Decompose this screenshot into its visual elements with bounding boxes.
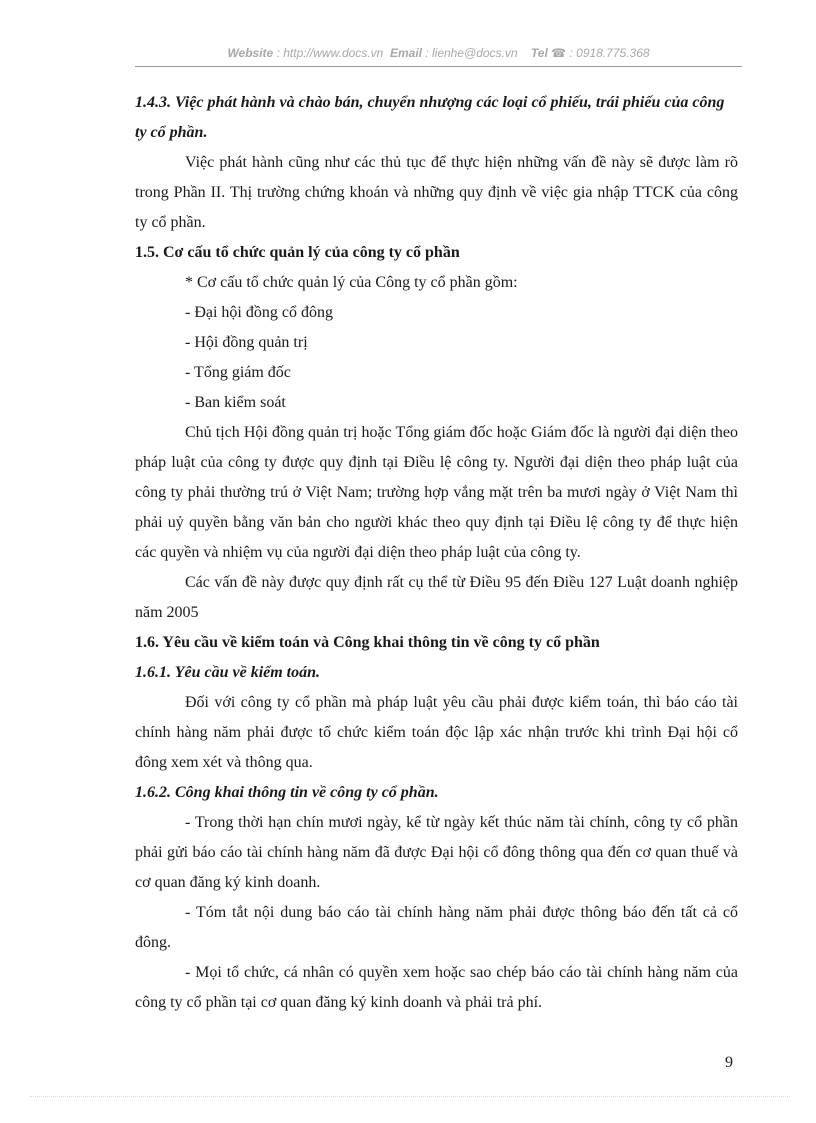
list-item: - Hội đồng quản trị bbox=[185, 334, 308, 351]
header-divider bbox=[135, 66, 742, 67]
footer-divider bbox=[30, 1096, 790, 1097]
phone-icon: ☎ bbox=[551, 46, 567, 60]
document-body bbox=[135, 88, 738, 1018]
section-1-5-paragraph-law-reference: Các vấn đề này được quy định rất cụ thể từ Điều 95 đến Điều 127 Luật doanh nghiệp năm 2005 bbox=[135, 574, 738, 621]
tel-number: 0918.775.368 bbox=[576, 46, 650, 60]
website-link[interactable]: http://www.docs.vn bbox=[283, 46, 384, 60]
page-number: 9 bbox=[725, 1054, 733, 1071]
email-label: Email bbox=[389, 46, 422, 60]
tel-separator: : bbox=[566, 46, 577, 60]
section-1-6-2-paragraph: - Mọi tổ chức, cá nhân có quyền xem hoặc sao chép báo cáo tài chính hàng năm của công ty cổ phần tại cơ quan đăng ký kinh doanh và phải trả phí. bbox=[135, 964, 738, 1011]
email-link[interactable]: lienhe@docs.vn bbox=[432, 46, 518, 60]
section-1-6-heading: 1.6. Yêu cầu về kiểm toán và Công khai thông tin về công ty cổ phần bbox=[135, 634, 600, 651]
section-1-5-intro: * Cơ cấu tổ chức quản lý của Công ty cổ phần gồm: bbox=[185, 274, 518, 291]
list-item: - Ban kiểm soát bbox=[185, 394, 286, 411]
section-1-6-1-paragraph: Đối với công ty cổ phần mà pháp luật yêu cầu phải được kiểm toán, thì báo cáo tài chính hàng năm phải được tổ chức kiểm toán độc lập xác nhận trước khi trình Đại hội cổ đông xem xét và thông qua. bbox=[135, 694, 738, 771]
email-separator: : bbox=[421, 46, 432, 60]
section-1-5-heading: 1.5. Cơ cấu tổ chức quản lý của công ty cổ phần bbox=[135, 244, 460, 261]
section-1-6-2-paragraph: - Trong thời hạn chín mươi ngày, kể từ ngày kết thúc năm tài chính, công ty cổ phần phải gửi báo cáo tài chính hàng năm đã được Đại hội cổ đông thông qua đến cơ quan thuế và cơ quan đăng ký kinh doanh. bbox=[135, 814, 738, 891]
website-separator: : bbox=[273, 46, 284, 60]
page-header bbox=[135, 46, 742, 60]
website-label: Website bbox=[227, 46, 274, 60]
list-item: - Tổng giám đốc bbox=[185, 364, 291, 381]
section-1-4-3-heading: 1.4.3. Việc phát hành và chào bán, chuyển nhượng các loại cổ phiếu, trái phiếu của công ty cổ phần. bbox=[135, 94, 725, 141]
tel-label: Tel bbox=[530, 46, 548, 60]
section-1-6-2-heading: 1.6.2. Công khai thông tin về công ty cổ phần. bbox=[135, 784, 439, 801]
list-item: - Đại hội đồng cổ đông bbox=[185, 304, 333, 321]
section-1-5-paragraph-representative: Chủ tịch Hội đồng quản trị hoặc Tổng giám đốc hoặc Giám đốc là người đại diện theo pháp luật của công ty được quy định tại Điều lệ công ty. Người đại diện theo pháp luật của công ty phải thường trú ở Việt Nam; trường hợp vắng mặt trên ba mươi ngày ở Việt Nam thì phải uỷ quyền bằng văn bản cho người khác theo quy định tại Điều lệ công ty để thực hiện các quyền và nhiệm vụ của người đại diện theo pháp luật của công ty. bbox=[135, 424, 738, 561]
section-1-6-1-heading: 1.6.1. Yêu cầu về kiểm toán. bbox=[135, 664, 321, 681]
section-1-6-2-paragraph: - Tóm tắt nội dung báo cáo tài chính hàng năm phải được thông báo đến tất cả cổ đông. bbox=[135, 904, 738, 951]
section-1-4-3-paragraph: Việc phát hành cũng như các thủ tục để thực hiện những vấn đề này sẽ được làm rõ trong Phần II. Thị trường chứng khoán và những quy định về việc gia nhập TTCK của công ty cổ phần. bbox=[135, 154, 738, 231]
